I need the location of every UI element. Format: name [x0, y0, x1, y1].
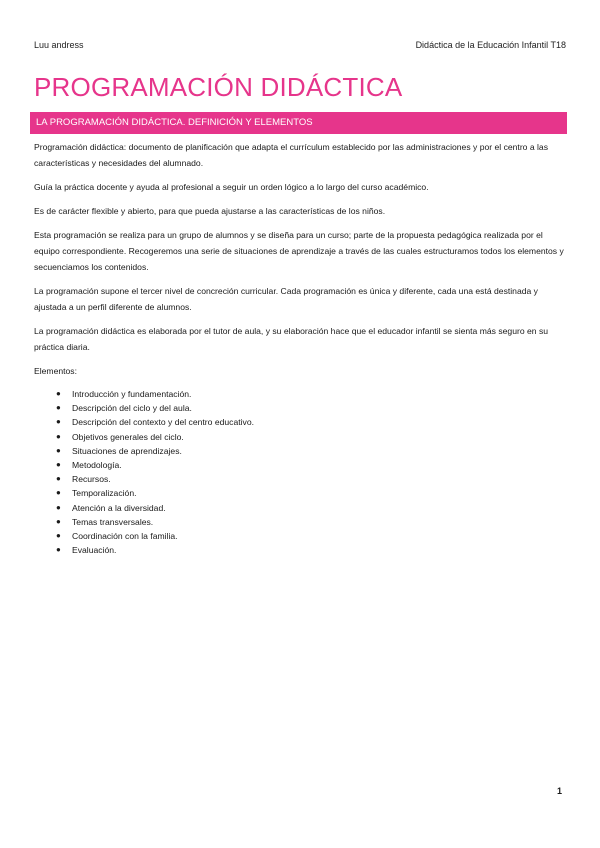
header-author: Luu andress: [34, 40, 84, 50]
list-item: ● Atención a la diversidad.: [56, 501, 564, 515]
page-title: PROGRAMACIÓN DIDÁCTICA: [34, 72, 403, 102]
bullet-icon: ●: [56, 445, 61, 455]
bullet-icon: ●: [56, 516, 61, 526]
bullet-icon: ●: [56, 403, 61, 413]
bullet-icon: ●: [56, 460, 61, 470]
bullet-icon: ●: [56, 417, 61, 427]
list-item: ● Coordinación con la familia.: [56, 529, 564, 543]
paragraph-guide: Guía la práctica docente y ayuda al profesional a seguir un orden lógico a lo largo del curso académico.: [34, 182, 429, 192]
list-item: ● Situaciones de aprendizajes.: [56, 444, 564, 458]
paragraph-level: La programación supone el tercer nivel de concreción curricular. Cada programación es única y diferente, cada una está destinada y ajustada a un perfil diferente de alumnos.: [34, 286, 538, 312]
bullet-icon: ●: [56, 502, 61, 512]
bullet-icon: ●: [56, 431, 61, 441]
list-item: ● Introducción y fundamentación.: [56, 387, 564, 401]
list-item: ● Recursos.: [56, 472, 564, 486]
list-item: ● Evaluación.: [56, 543, 564, 557]
section-heading-bar: [30, 112, 567, 134]
header-subject: Didáctica de la Educación Infantil T18: [415, 40, 566, 50]
page-number: 1: [557, 786, 563, 796]
list-item: ● Descripción del ciclo y del aula.: [56, 401, 564, 415]
list-item: ● Metodología.: [56, 458, 564, 472]
bullet-icon: ●: [56, 389, 61, 398]
paragraph-definition: Programación didáctica: documento de planificación que adapta el currículum establecido por las administraciones y por el centro a las características y necesidades del alumnado.: [34, 142, 548, 168]
bullet-icon: ●: [56, 531, 61, 541]
bullet-icon: ●: [56, 545, 61, 555]
document-body: [34, 139, 564, 557]
list-item: ● Objetivos generales del ciclo.: [56, 430, 564, 444]
list-item: ● Temporalización.: [56, 486, 564, 500]
page-header: [34, 40, 566, 50]
paragraph-flexible: Es de carácter flexible y abierto, para que pueda ajustarse a las características de los niños.: [34, 206, 386, 216]
bullet-icon: ●: [56, 488, 61, 498]
list-item: ● Temas transversales.: [56, 515, 564, 529]
elements-label: Elementos:: [34, 366, 77, 376]
section-heading: LA PROGRAMACIÓN DIDÁCTICA. DEFINICIÓN Y ELEMENTOS: [36, 117, 313, 128]
list-item: ● Descripción del contexto y del centro educativo.: [56, 415, 564, 429]
elements-list: [34, 387, 564, 557]
paragraph-tutor: La programación didáctica es elaborada por el tutor de aula, y su elaboración hace que el educador infantil se sienta más seguro en su práctica diaria.: [34, 326, 549, 352]
bullet-icon: ●: [56, 474, 61, 484]
paragraph-group: Esta programación se realiza para un grupo de alumnos y se diseña para un curso; parte de la propuesta pedagógica realizada por el equipo correspondiente. Recogeremos una serie de situaciones de aprendizaje a través de las cuales estructuramos todos los elementos y secuenciamos los contenidos.: [34, 230, 564, 272]
